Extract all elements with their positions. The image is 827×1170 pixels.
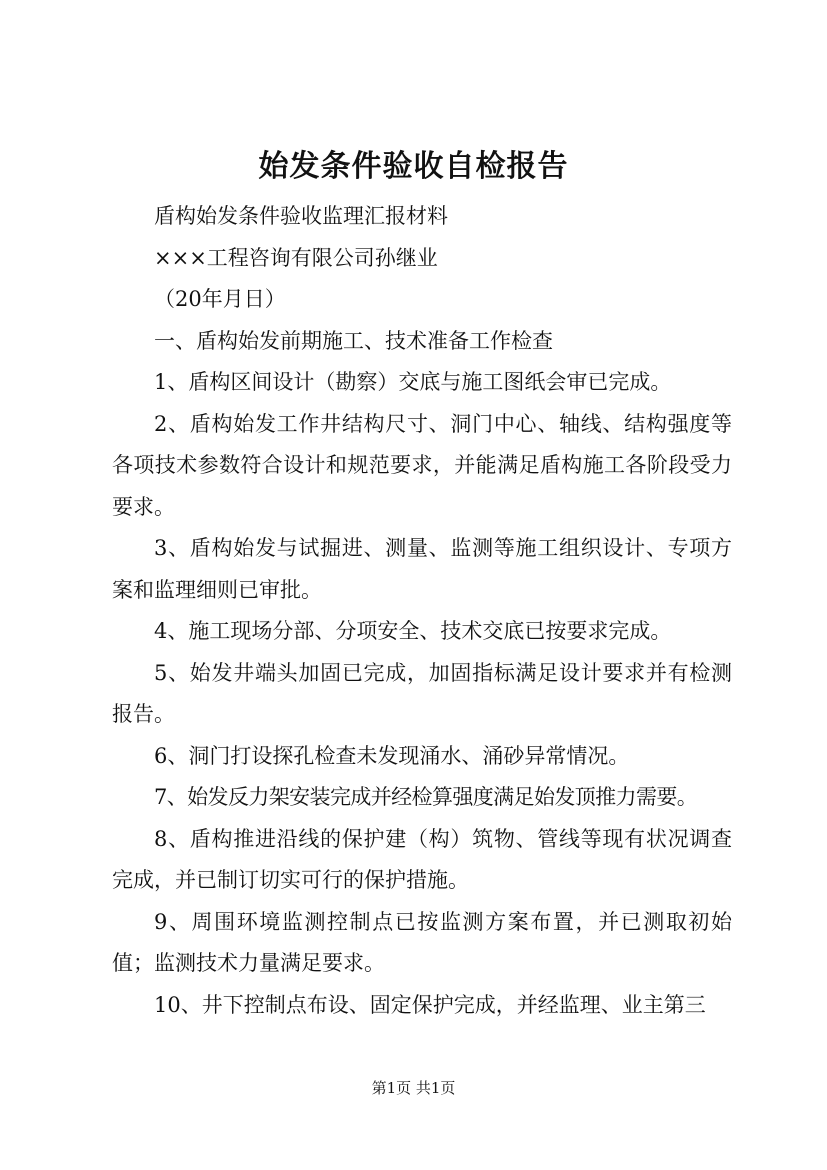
paragraph-item-4: 4、施工现场分部、分项安全、技术交底已按要求完成。 [154,619,672,643]
paragraph-item-3: 3、盾构始发与试掘进、测量、监测等施工组织设计、专项方案和监理细则已审批。 [112,536,732,602]
paragraph-author: ×××工程咨询有限公司孙继业 [154,245,438,270]
page-number-footer: 第1页 共1页 [371,1079,456,1097]
paragraph-item-6: 6、洞门打设探孔检查未发现涌水、涌砂异常情况。 [154,743,630,768]
paragraph-item-8: 8、盾构推进沿线的保护建（构）筑物、管线等现有状况调查完成，并已制订切实可行的保护措施。 [112,826,732,892]
document-title: 始发条件验收自检报告 [258,149,569,184]
paragraph-subtitle: 盾构始发条件验收监理汇报材料 [154,204,448,228]
paragraph-date: （20年月日） [154,287,286,311]
paragraph-item-10: 10、井下控制点布设、固定保护完成，并经监理、业主第三 [154,992,706,1017]
paragraph-item-5: 5、始发井端头加固已完成，加固指标满足设计要求并有检测报告。 [112,660,732,726]
document-body [112,196,732,1026]
paragraph-item-1: 1、盾构区间设计（勘察）交底与施工图纸会审已完成。 [154,370,672,394]
paragraph-item-7: 7、始发反力架安装完成并经检算强度满足始发顶推力需要。 [154,785,698,809]
section-heading-1: 一、盾构始发前期施工、技术准备工作检查 [154,328,553,353]
paragraph-item-9: 9、周围环境监测控制点已按监测方案布置，并已测取初始值；监测技术力量满足要求。 [112,909,732,975]
paragraph-item-2: 2、盾构始发工作井结构尺寸、洞门中心、轴线、结构强度等各项技术参数符合设计和规范要求，并能满足盾构施工各阶段受力要求。 [112,411,732,519]
